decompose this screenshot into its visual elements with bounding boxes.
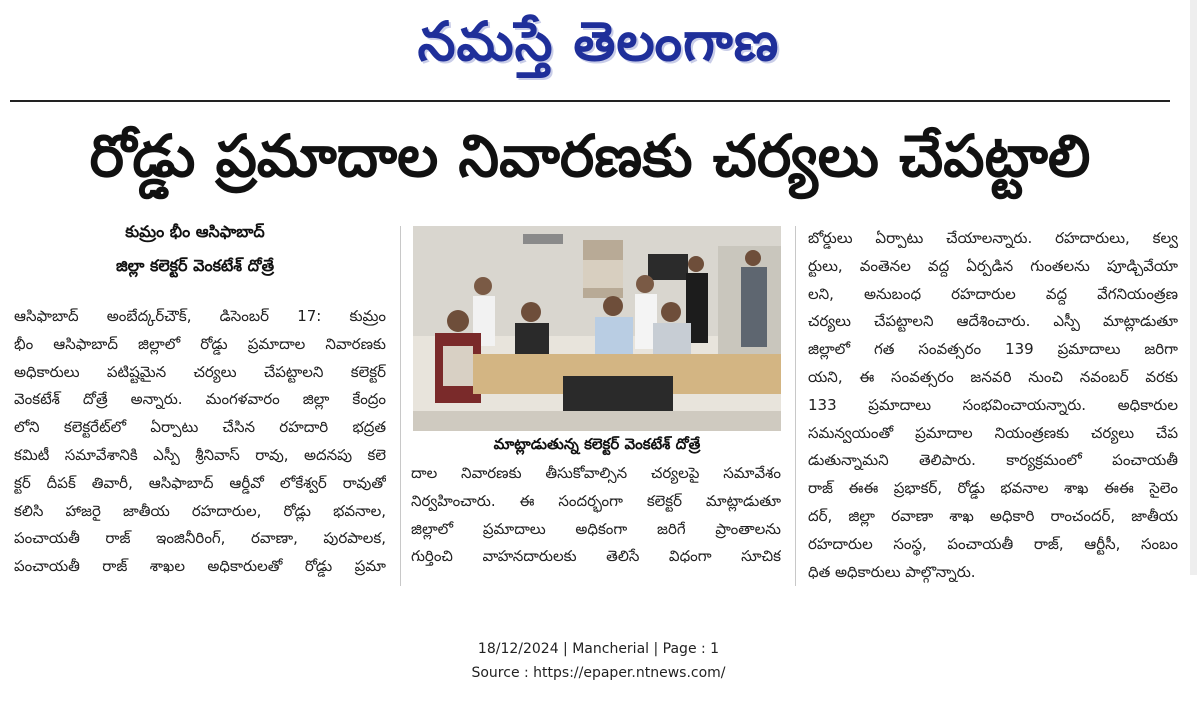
text-line: సమన్వయంతో ప్రమాదాల నియంత్రణకు చర్యలు చేప [808, 423, 1178, 442]
text-line: ర్టులు, వంతెనల వద్ద ఏర్పడిన గుంతలను పూడ్చివేయా [808, 256, 1178, 275]
text-line: క్టర్ దీపక్ తివారీ, ఆసిఫాబాద్ ఆర్డీవో లోకేశ్వర్ రావుతో [14, 473, 386, 492]
text-line: దాల నివారణకు తీసుకోవాల్సిన చర్యలపై సమావేశం [411, 464, 781, 482]
text-line: ఆసిఫాబాద్ అంబేద్కర్‌చౌక్, డిసెంబర్ 17: కుమ్రం [14, 307, 386, 325]
text-line: లని, అనుబంధ రహదారుల వద్ద వేగనియంత్రణ [808, 284, 1178, 303]
photo-caption: మాట్లాడుతున్న కలెక్టర్ వెంకటేశ్ దోత్రే [493, 435, 701, 453]
byline-location: కుమ్రం భీం ఆసిఫాబాద్ [125, 222, 265, 241]
page-edge-shadow [1190, 0, 1197, 575]
byline-collector: జిల్లా కలెక్టర్ వెంకటేశ్ దోత్రే [115, 256, 275, 275]
column-divider [795, 226, 796, 586]
text-line: జిల్లాలో ప్రమాదాలు అధికంగా జరిగే ప్రాంతాలను [411, 519, 781, 538]
text-line: చర్యలు చేపట్టాలని ఆదేశించారు. ఎస్పీ మాట్లాడుతూ [808, 312, 1178, 331]
text-line: పంచాయతీ రాజ్ ఇంజినీరింగ్, రవాణా, పురపాలక, [14, 529, 386, 548]
text-line: లోని కలెక్టరేట్‌లో ఏర్పాటు చేసిన రహదారి భద్రత [14, 418, 386, 437]
article-photo [413, 226, 781, 431]
article-headline: రోడ్డు ప్రమాదాల నివారణకు చర్యలు చేపట్టాలి [89, 122, 1091, 190]
text-line: జిల్లాలో గత సంవత్సరం 139 ప్రమాదాలు జరిగా [808, 340, 1178, 359]
newspaper-logo: నమస్తే తెలంగాణ [417, 10, 780, 73]
footer-source-link[interactable]: Source : https://epaper.ntnews.com/ [471, 665, 726, 681]
text-line: యని, ఈ సంవత్సరం జనవరి నుంచి నవంబర్ వరకు [808, 367, 1178, 386]
article-column-3 [808, 225, 1178, 586]
text-line: 133 ప్రమాదాలు సంభవించాయన్నారు. అధికారుల [808, 395, 1178, 414]
article-column-1 [14, 303, 386, 581]
masthead [0, 2, 1197, 82]
text-line: అధికారులు పటిష్టమైన చర్యలు చేపట్టాలని కలెక్టర్ [14, 362, 386, 381]
footer-edition-info: 18/12/2024 | Mancherial | Page : 1 [477, 641, 720, 657]
meeting-photo-illustration [413, 226, 781, 431]
text-line: గుర్తించి వాహనదారులకు తెలిసే విధంగా సూచిక [411, 547, 781, 566]
text-line: వెంకటేశ్ దోత్రే అన్నారు. మంగళవారం జిల్లా కేంద్రం [14, 390, 386, 409]
text-line: రహదారుల సంస్థ, పంచాయతీ రాజ్, ఆర్టీసీ, సంబం [808, 534, 1178, 553]
text-line: దర్, జిల్లా రవాణా శాఖ అధికారి రాంచందర్, జాతీయ [808, 506, 1178, 525]
headline-top-rule [10, 100, 1170, 102]
text-line: నిర్వహించారు. ఈ సందర్భంగా కలెక్టర్ మాట్లాడుతూ [411, 491, 781, 510]
text-line: భీం ఆసిఫాబాద్ జిల్లాలో రోడ్డు ప్రమాదాల నివారణకు [14, 334, 386, 353]
text-line: డుతున్నామని తెలిపారు. కార్యక్రమంలో పంచాయతీ [808, 451, 1178, 470]
text-line: ధిత అధికారులు పాల్గొన్నారు. [808, 562, 976, 581]
text-line: కమిటీ సమావేశానికి ఎస్పీ శ్రీనివాస్ రావు, అదనపు కలె [14, 445, 386, 464]
text-line: బోర్డులు ఏర్పాటు చేయాలన్నారు. రహదారులు, కల్వ [808, 229, 1178, 247]
column-divider [400, 226, 401, 586]
text-line: పంచాయతీ రాజ్ శాఖల అధికారులతో రోడ్డు ప్రమా [14, 557, 386, 576]
text-line: కలిసి హాజరై జాతీయ రహదారుల, రోడ్లు భవనాల, [14, 501, 386, 520]
article-column-2 [411, 460, 781, 571]
text-line: రాజ్ ఈఈ ప్రభాకర్, రోడ్డు భవనాల శాఖ ఈఈ సైలెం [808, 479, 1178, 498]
